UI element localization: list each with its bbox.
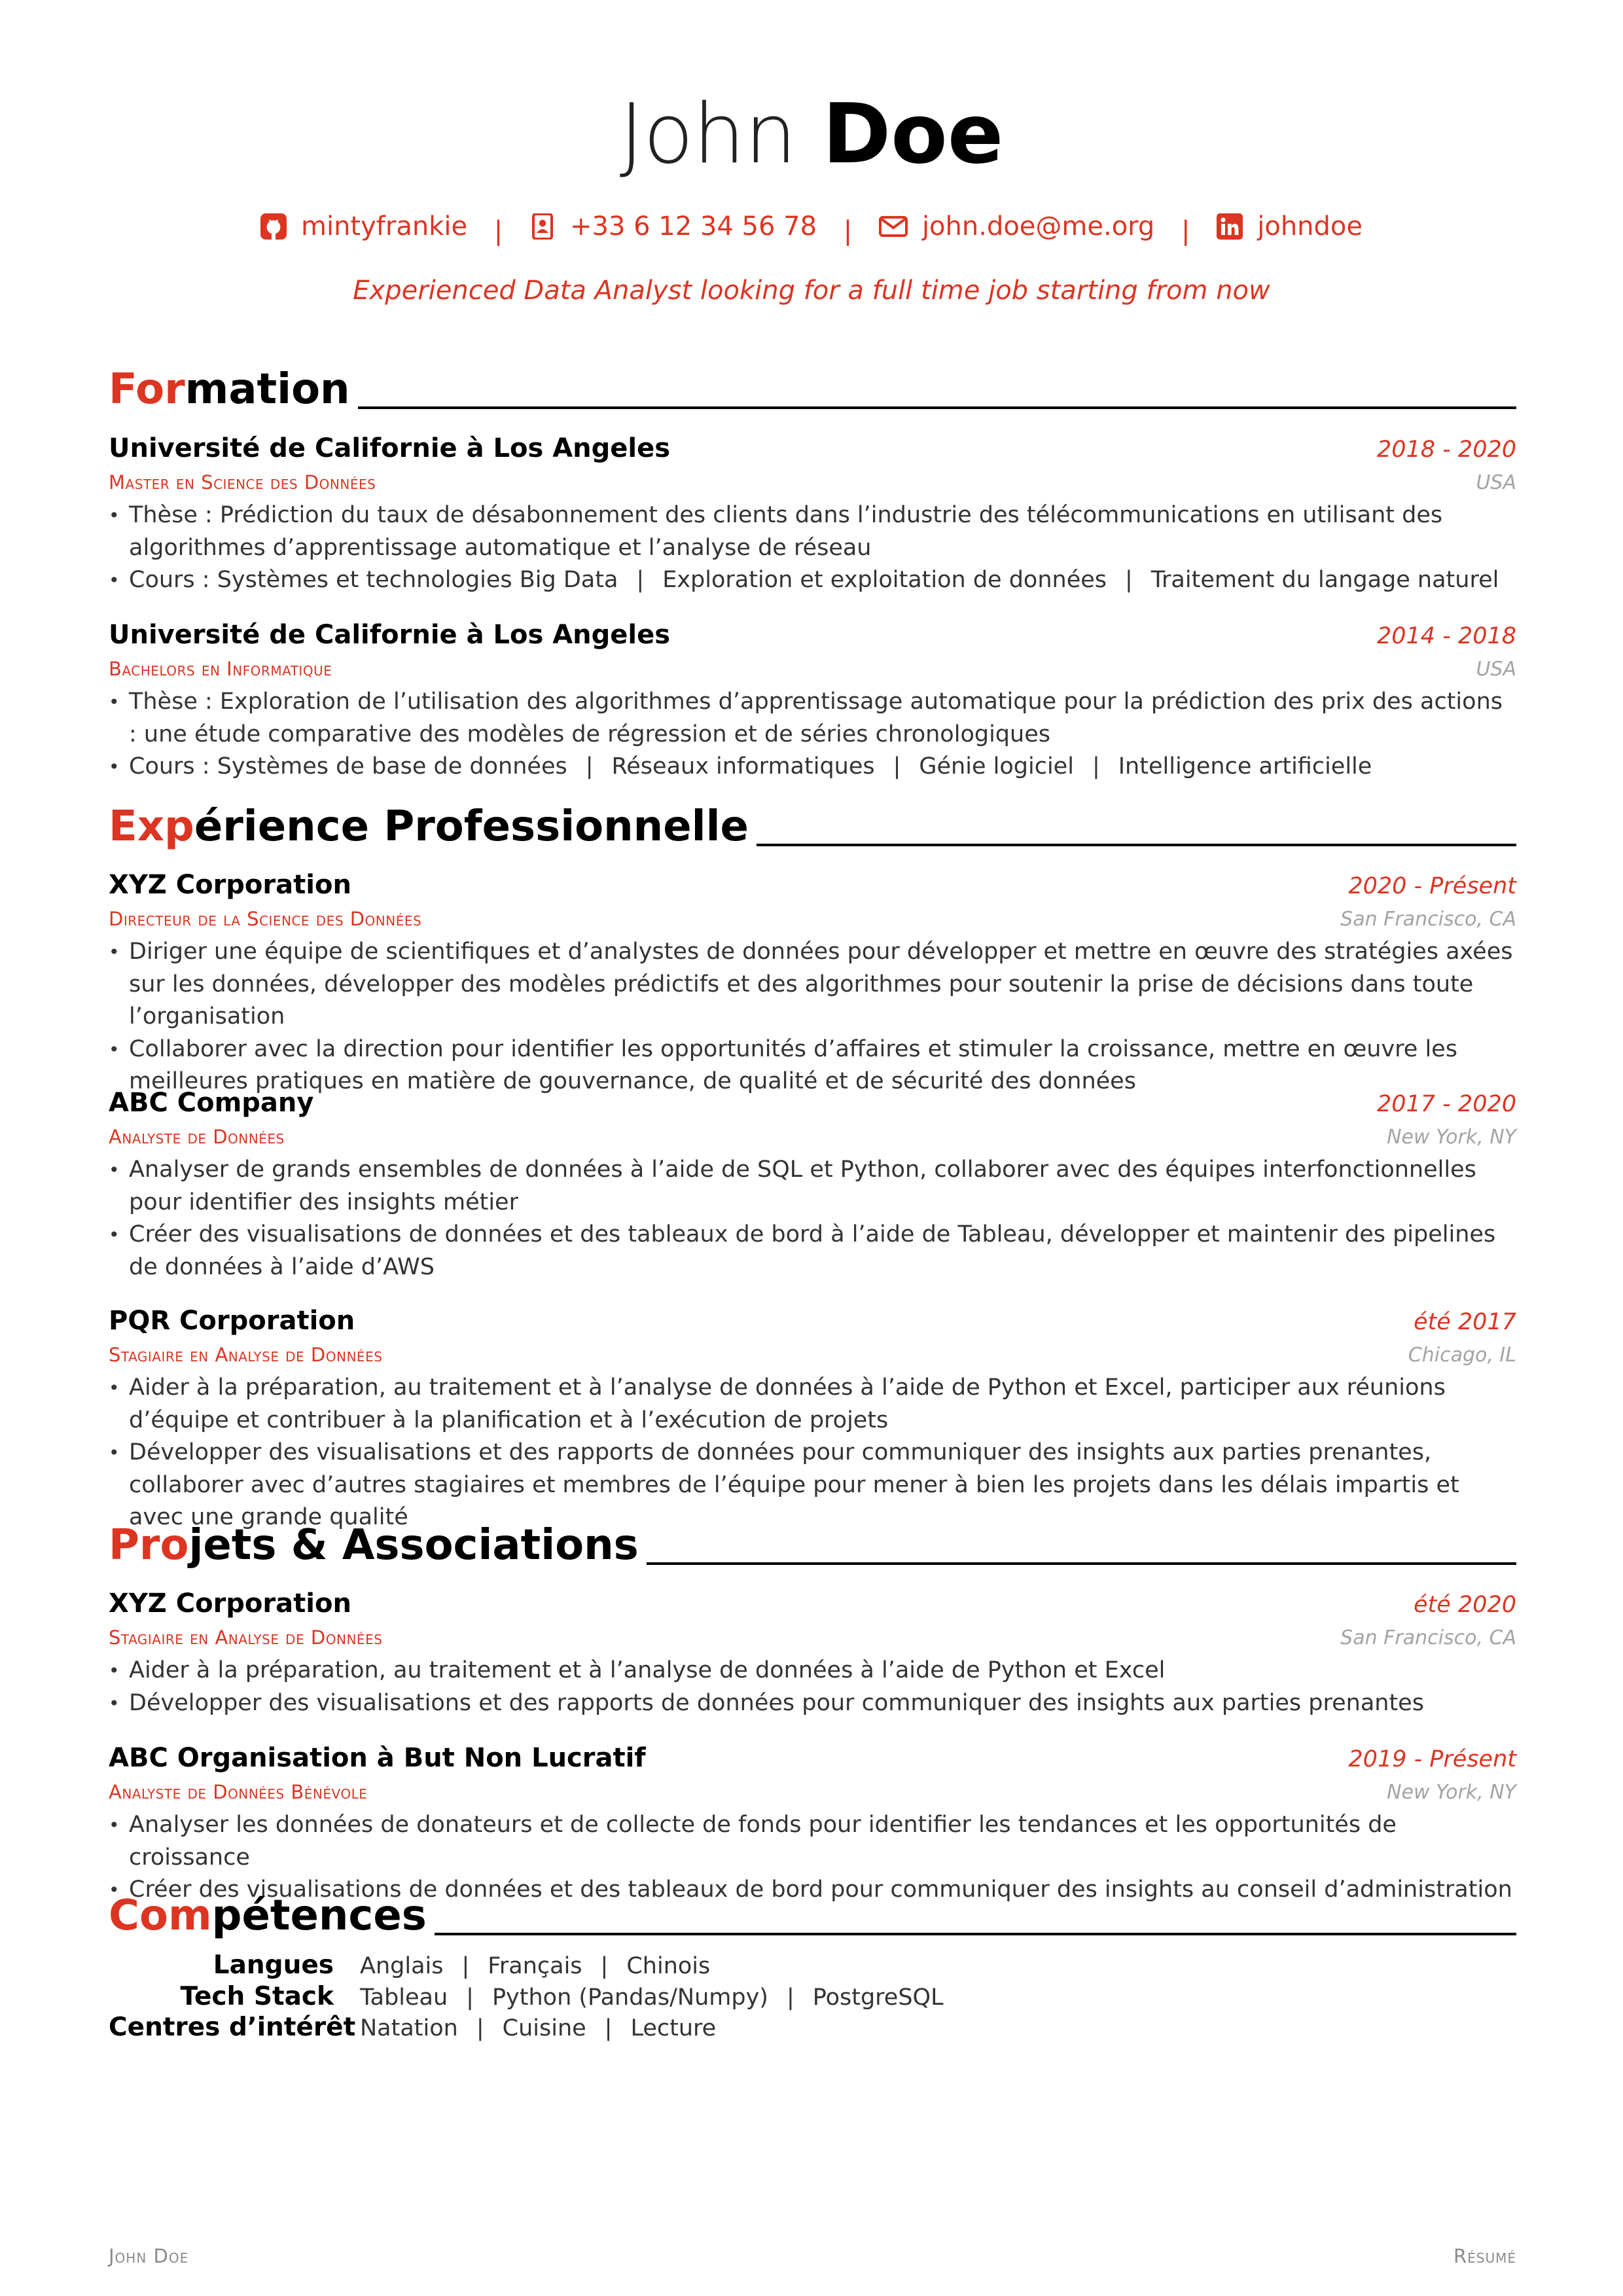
envelope-icon <box>879 213 908 240</box>
entry-bullets <box>109 499 1516 597</box>
entry-date: 2019 - Présent <box>1348 1746 1516 1772</box>
degree: Bachelors en Informatique <box>109 658 332 680</box>
section-rule <box>757 844 1516 846</box>
github-icon <box>260 213 287 240</box>
formation-entry <box>109 619 1516 783</box>
list-item: • Créer des visualisations de données et des tableaux de bord à l’aide de Tableau, développer et maintenir des pipelines de données à l’aide d’AWS <box>109 1219 1516 1283</box>
list-item: • Analyser les données de donateurs et de collecte de fonds pour identifier les tendances et les opportunités de croissance <box>109 1809 1516 1874</box>
email-address: john.doe@me.org <box>921 211 1155 242</box>
company-name: PQR Corporation <box>109 1306 355 1336</box>
entry-bullets <box>109 936 1516 1098</box>
skill-row <box>109 2013 944 2044</box>
entry-date: 2014 - 2018 <box>1376 623 1516 649</box>
contact-github[interactable] <box>260 208 467 245</box>
entry-date: été 2020 <box>1414 1592 1516 1618</box>
entry-date: 2017 - 2020 <box>1376 1091 1516 1117</box>
phone-icon <box>529 213 556 240</box>
linkedin-handle: johndoe <box>1257 211 1363 242</box>
company-name: XYZ Corporation <box>109 870 351 900</box>
entry-bullets <box>109 1154 1516 1283</box>
last-name: Doe <box>822 86 1004 182</box>
organization-name: XYZ Corporation <box>109 1588 351 1619</box>
section-rule <box>358 406 1516 409</box>
job-title: Stagiaire en Analyse de Données <box>109 1344 383 1366</box>
section-skills-title <box>109 1890 1516 1942</box>
institution-name: Université de Californie à Los Angeles <box>109 620 671 650</box>
section-title-accent: Pro <box>109 1521 189 1570</box>
section-projects-title <box>109 1519 1516 1571</box>
entry-bullets <box>109 686 1516 783</box>
entry-date: 2020 - Présent <box>1348 873 1516 899</box>
section-title-accent: For <box>109 365 185 414</box>
candidate-name <box>0 79 1623 190</box>
phone-number: +33 6 12 34 56 78 <box>569 211 817 242</box>
list-item: • Aider à la préparation, au traitement et à l’analyse de données à l’aide de Python et Excel, participer aux réunions d’équipe et contribuer à la planification et à l’exécution de projets <box>109 1372 1516 1437</box>
contact-phone[interactable] <box>529 208 817 245</box>
role-title: Analyste de Données Bénévole <box>109 1781 368 1803</box>
entry-location: San Francisco, CA <box>1340 908 1516 931</box>
skill-row <box>109 1950 944 1982</box>
experience-entry <box>109 1086 1516 1283</box>
skill-values: Anglais | Français | Chinois <box>360 1953 711 1979</box>
section-title-accent: Com <box>109 1892 212 1940</box>
role-title: Stagiaire en Analyse de Données <box>109 1626 383 1649</box>
entry-date: 2018 - 2020 <box>1376 437 1516 463</box>
entry-bullets <box>109 1372 1516 1534</box>
footer-label: Résumé <box>1453 2245 1516 2267</box>
entry-location: Chicago, IL <box>1408 1344 1516 1367</box>
list-item: • Développer des visualisations et des rapports de données pour communiquer des insights aux parties prenantes, collaborer avec d’autres stagiaires et membres de l’équipe pour mener à bien les projets dans les délais impartis et avec une grande qualité <box>109 1437 1516 1534</box>
section-rule <box>647 1562 1516 1565</box>
institution-name: Université de Californie à Los Angeles <box>109 433 671 463</box>
github-handle: mintyfrankie <box>301 211 468 242</box>
formation-entry <box>109 432 1516 597</box>
section-title-rest: jets & Associations <box>188 1521 639 1570</box>
contact-separator: | <box>493 216 503 246</box>
section-title-rest: pétences <box>211 1892 427 1940</box>
entry-date: été 2017 <box>1414 1309 1516 1335</box>
contact-bar <box>0 208 1623 249</box>
entry-location: USA <box>1476 471 1516 494</box>
entry-location: San Francisco, CA <box>1340 1626 1516 1649</box>
experience-entry <box>109 1304 1516 1534</box>
skill-label: Centres d’intérêt <box>109 2013 356 2042</box>
entry-bullets <box>109 1655 1516 1719</box>
skill-label: Tech Stack <box>180 1981 334 2011</box>
list-item: • Analyser de grands ensembles de données à l’aide de SQL et Python, collaborer avec des équipes interfonctionnelles pour identifier des insights métier <box>109 1154 1516 1219</box>
list-item: • Collaborer avec la direction pour identifier les opportunités d’affaires et stimuler la croissance, mettre en œuvre les meilleures pratiques en matière de gouvernance, de qualité et de sécurité des données <box>109 1033 1516 1098</box>
job-title: Directeur de la Science des Données <box>109 908 422 930</box>
entry-location: USA <box>1476 658 1516 681</box>
list-item: • Thèse : Exploration de l’utilisation des algorithmes d’apprentissage automatique pour la prédiction des prix des actions : une étude comparative des modèles de régression et de séries chronologiques <box>109 686 1516 751</box>
project-entry <box>109 1742 1516 1907</box>
skill-values: Natation | Cuisine | Lecture <box>360 2015 717 2041</box>
section-title-accent: Exp <box>109 802 194 851</box>
list-item: • Diriger une équipe de scientifiques et d’analystes de données pour développer et mettre en œuvre des stratégies axées sur les données, développer des modèles prédictifs et des algorithmes pour soutenir la prise de décisions dans toute l’organisation <box>109 936 1516 1033</box>
skill-values: Tableau | Python (Pandas/Numpy) | PostgreSQL <box>360 1984 944 2011</box>
skill-label: Langues <box>213 1950 334 1980</box>
section-experience-title <box>109 800 1516 853</box>
linkedin-icon <box>1217 213 1243 240</box>
job-title: Analyste de Données <box>109 1126 285 1148</box>
contact-separator: | <box>843 216 853 246</box>
entry-location: New York, NY <box>1387 1126 1516 1149</box>
entry-location: New York, NY <box>1387 1781 1516 1804</box>
footer-name: John Doe <box>109 2245 189 2267</box>
skill-row <box>109 1982 944 2013</box>
section-formation-title <box>109 363 1516 416</box>
company-name: ABC Company <box>109 1088 314 1118</box>
first-name: John <box>619 86 796 182</box>
section-rule <box>435 1933 1516 1935</box>
tagline: Experienced Data Analyst looking for a full time job starting from now <box>353 276 1270 306</box>
skills-list <box>109 1950 944 2044</box>
project-entry <box>109 1587 1516 1719</box>
list-item: • Créer des visualisations de données et des tableaux de bord pour communiquer des insights au conseil d’administration <box>109 1874 1516 1907</box>
list-item: • Cours : Systèmes et technologies Big Data | Exploration et exploitation de données | Traitement du langage naturel <box>109 564 1516 597</box>
list-item: • Thèse : Prédiction du taux de désabonnement des clients dans l’industrie des télécommunications en utilisant des algorithmes d’apprentissage automatique et l’analyse de réseau <box>109 499 1516 564</box>
experience-entry <box>109 869 1516 1098</box>
degree: Master en Science des Données <box>109 471 376 493</box>
contact-email[interactable] <box>879 208 1154 245</box>
section-title-rest: érience Professionnelle <box>194 802 749 851</box>
list-item: • Aider à la préparation, au traitement et à l’analyse de données à l’aide de Python et Excel <box>109 1655 1516 1687</box>
contact-linkedin[interactable] <box>1217 208 1363 245</box>
list-item: • Cours : Systèmes de base de données | Réseaux informatiques | Génie logiciel | Intelligence artificielle <box>109 751 1516 783</box>
list-item: • Développer des visualisations et des rapports de données pour communiquer des insights aux parties prenantes <box>109 1687 1516 1720</box>
section-title-rest: mation <box>185 365 350 414</box>
organization-name: ABC Organisation à But Non Lucratif <box>109 1743 646 1773</box>
contact-separator: | <box>1181 216 1190 246</box>
